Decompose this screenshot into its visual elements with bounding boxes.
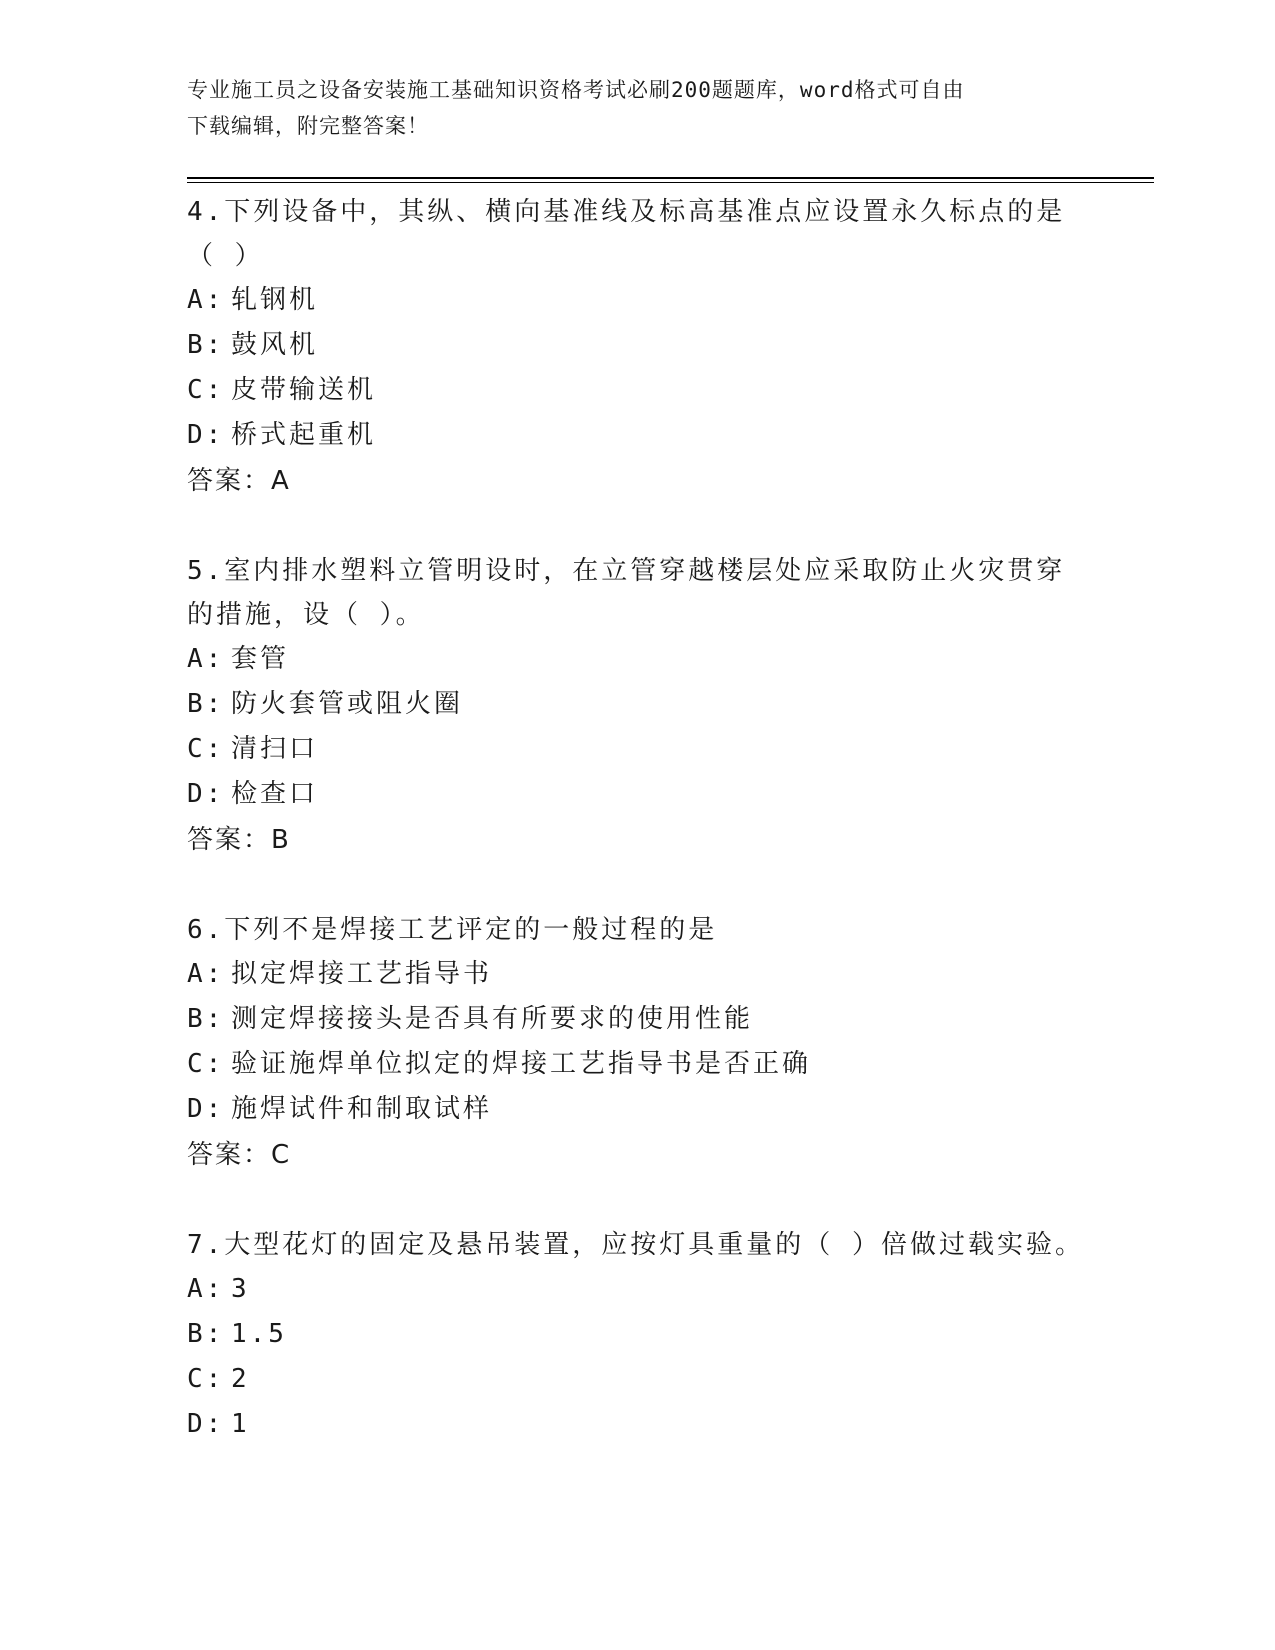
option-a [187, 1267, 1087, 1312]
option-text: 桥式起重机 [231, 420, 377, 450]
option-text: 防火套管或阻火圈 [231, 689, 464, 719]
option-text: 3 [231, 1274, 250, 1304]
option-b [187, 323, 1087, 368]
option-key: A: [187, 1274, 225, 1304]
question-item [187, 190, 1087, 504]
spacer [187, 863, 1087, 908]
document-header [187, 72, 1067, 144]
option-key: B: [187, 330, 225, 360]
option-d [187, 1402, 1087, 1447]
option-key: A: [187, 959, 225, 989]
answer-line: 答案：B [187, 825, 291, 855]
header-line-1: 专业施工员之设备安装施工基础知识资格考试必刷200题题库，word格式可自由 [187, 78, 965, 102]
option-c [187, 1042, 1087, 1087]
spacer [187, 504, 1087, 549]
option-b [187, 1312, 1087, 1357]
option-key: D: [187, 1409, 225, 1439]
option-key: C: [187, 1364, 225, 1394]
option-key: B: [187, 689, 225, 719]
option-d [187, 772, 1087, 817]
option-key: A: [187, 644, 225, 674]
option-key: C: [187, 375, 225, 405]
option-c [187, 727, 1087, 772]
option-text: 施焊试件和制取试样 [231, 1094, 493, 1124]
option-text: 皮带输送机 [231, 375, 377, 405]
option-b [187, 682, 1087, 727]
option-text: 清扫口 [231, 734, 319, 764]
answer-line: 答案：A [187, 466, 291, 496]
question-stem: 6.下列不是焊接工艺评定的一般过程的是 [187, 915, 718, 945]
option-text: 1 [231, 1409, 250, 1439]
question-stem: 4.下列设备中，其纵、横向基准线及标高基准点应设置永久标点的是（ ） [187, 197, 1066, 271]
option-text: 轧钢机 [231, 285, 319, 315]
option-key: C: [187, 1049, 225, 1079]
question-item [187, 908, 1087, 1178]
option-key: D: [187, 420, 225, 450]
option-key: A: [187, 285, 225, 315]
option-text: 拟定焊接工艺指导书 [231, 959, 493, 989]
option-a [187, 278, 1087, 323]
option-key: B: [187, 1004, 225, 1034]
option-text: 套管 [231, 644, 290, 674]
question-list [187, 190, 1087, 1447]
question-item [187, 549, 1087, 863]
header-line-2: 下载编辑，附完整答案！ [187, 114, 429, 138]
option-text: 2 [231, 1364, 250, 1394]
option-c [187, 368, 1087, 413]
option-c [187, 1357, 1087, 1402]
option-key: D: [187, 779, 225, 809]
option-text: 测定焊接接头是否具有所要求的使用性能 [231, 1004, 754, 1034]
option-d [187, 1087, 1087, 1132]
option-b [187, 997, 1087, 1042]
option-text: 验证施焊单位拟定的焊接工艺指导书是否正确 [231, 1049, 812, 1079]
header-divider-thin [187, 182, 1154, 183]
option-text: 1.5 [231, 1319, 287, 1349]
option-key: B: [187, 1319, 225, 1349]
option-key: D: [187, 1094, 225, 1124]
option-a [187, 952, 1087, 997]
spacer [187, 1178, 1087, 1223]
option-a [187, 637, 1087, 682]
option-text: 检查口 [231, 779, 319, 809]
question-item [187, 1223, 1087, 1447]
option-text: 鼓风机 [231, 330, 319, 360]
option-d [187, 413, 1087, 458]
header-divider-thick [187, 177, 1154, 179]
answer-line: 答案：C [187, 1140, 292, 1170]
question-stem: 7.大型花灯的固定及悬吊装置，应按灯具重量的（ ）倍做过载实验。 [187, 1230, 1084, 1260]
question-stem: 5.室内排水塑料立管明设时，在立管穿越楼层处应采取防止火灾贯穿的措施，设（ ）。 [187, 556, 1066, 630]
option-key: C: [187, 734, 225, 764]
